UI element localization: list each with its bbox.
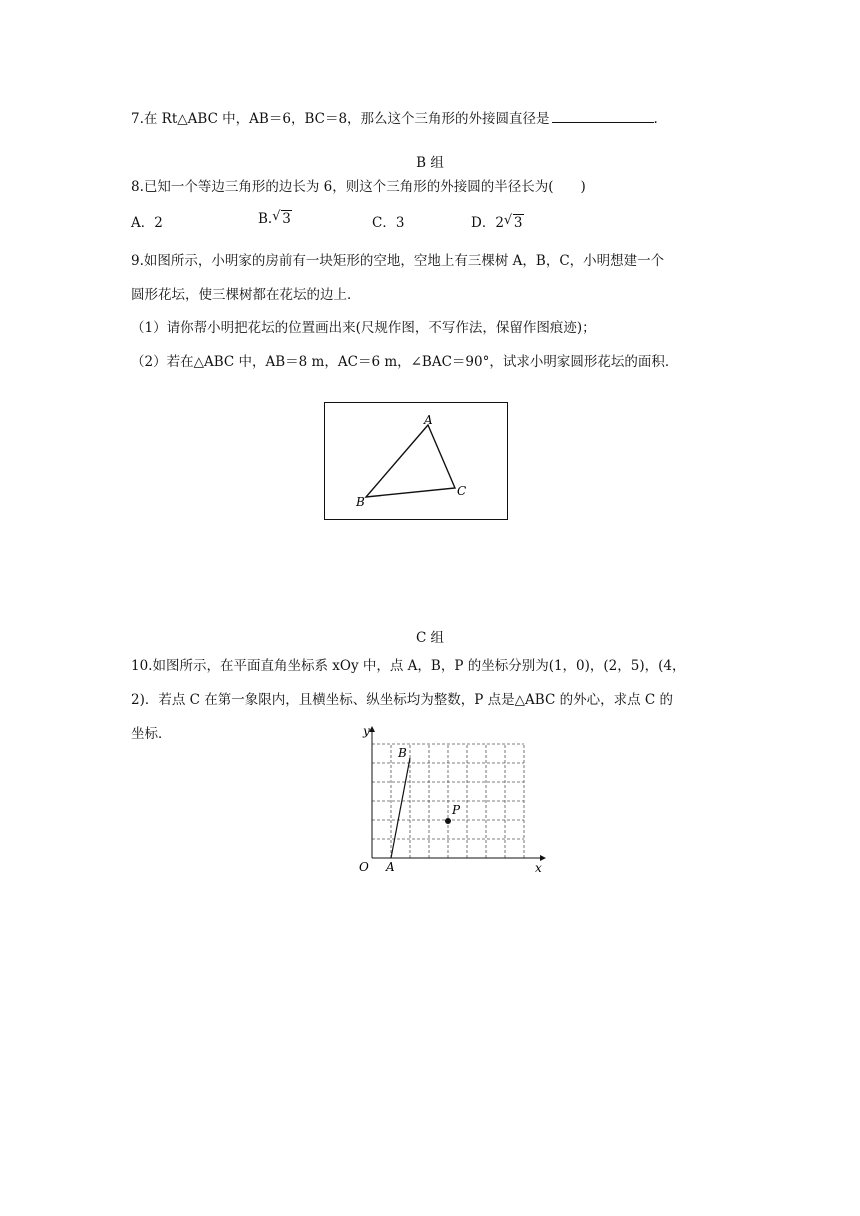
point-p [445, 818, 451, 824]
question-10-line-3: 坐标． [131, 726, 172, 742]
x-axis-label: x [535, 861, 542, 875]
group-b-heading: B 组 [416, 155, 444, 171]
question-7-text: 7.在 Rt△ABC 中，AB＝6，BC＝8，那么这个三角形的外接圆直径是 [131, 111, 550, 127]
sqrt-symbol: √ 3 [503, 213, 523, 231]
triangle-figure [324, 402, 508, 520]
option-c: C．3 [372, 215, 405, 231]
option-d-prefix: D．2 [471, 215, 504, 231]
point-a-label: A [386, 860, 395, 874]
question-7-end: . [653, 111, 658, 127]
option-d [471, 211, 524, 231]
question-9-line-2: 圆形花坛，使三棵树都在花坛的边上． [131, 287, 361, 303]
answer-blank[interactable] [552, 110, 654, 123]
origin-label: O [359, 860, 369, 874]
question-10-line-2: 2)．若点 C 在第一象限内，且横坐标、纵坐标均为整数，P 点是△ABC 的外心，求点 C 的 [131, 692, 673, 708]
y-axis-arrow [369, 726, 375, 732]
label-b: B [356, 495, 365, 509]
label-c: C [457, 484, 467, 498]
question-9-part-1: （1）请你帮小明把花坛的位置画出来(尺规作图，不写作法，保留作图痕迹)； [131, 320, 596, 336]
option-a: A．2 [131, 215, 163, 231]
coordinate-grid-figure [352, 722, 552, 882]
option-b-radicand: 3 [282, 211, 291, 227]
segment-ab [391, 758, 410, 858]
group-c-heading: C 组 [415, 630, 445, 646]
option-b-prefix: B. [258, 211, 273, 227]
question-10-line-1: 10.如图所示，在平面直角坐标系 xOy 中，点 A，B，P 的坐标分别为(1，0)，(2，5)，(4， [131, 658, 686, 674]
question-7 [131, 107, 658, 127]
point-p-label: P [452, 803, 461, 817]
label-a: A [424, 413, 433, 427]
triangle-figure-svg [325, 403, 507, 519]
triangle-abc [366, 425, 455, 497]
sqrt-symbol: √ 3 [272, 209, 291, 227]
question-9-line-1: 9.如图所示，小明家的房前有一块矩形的空地，空地上有三棵树 A，B，C，小明想建一个 [131, 253, 665, 269]
option-d-radicand: 3 [513, 215, 523, 231]
question-9-part-2: （2）若在△ABC 中，AB＝8 m，AC＝6 m，∠BAC＝90°，试求小明家圆形花坛的面积． [131, 354, 679, 370]
option-b [258, 211, 292, 227]
y-axis-label: y [363, 724, 370, 738]
question-8-text: 8.已知一个等边三角形的边长为 6，则这个三角形的外接圆的半径长为( ) [131, 179, 586, 195]
point-b-label: B [398, 746, 407, 760]
